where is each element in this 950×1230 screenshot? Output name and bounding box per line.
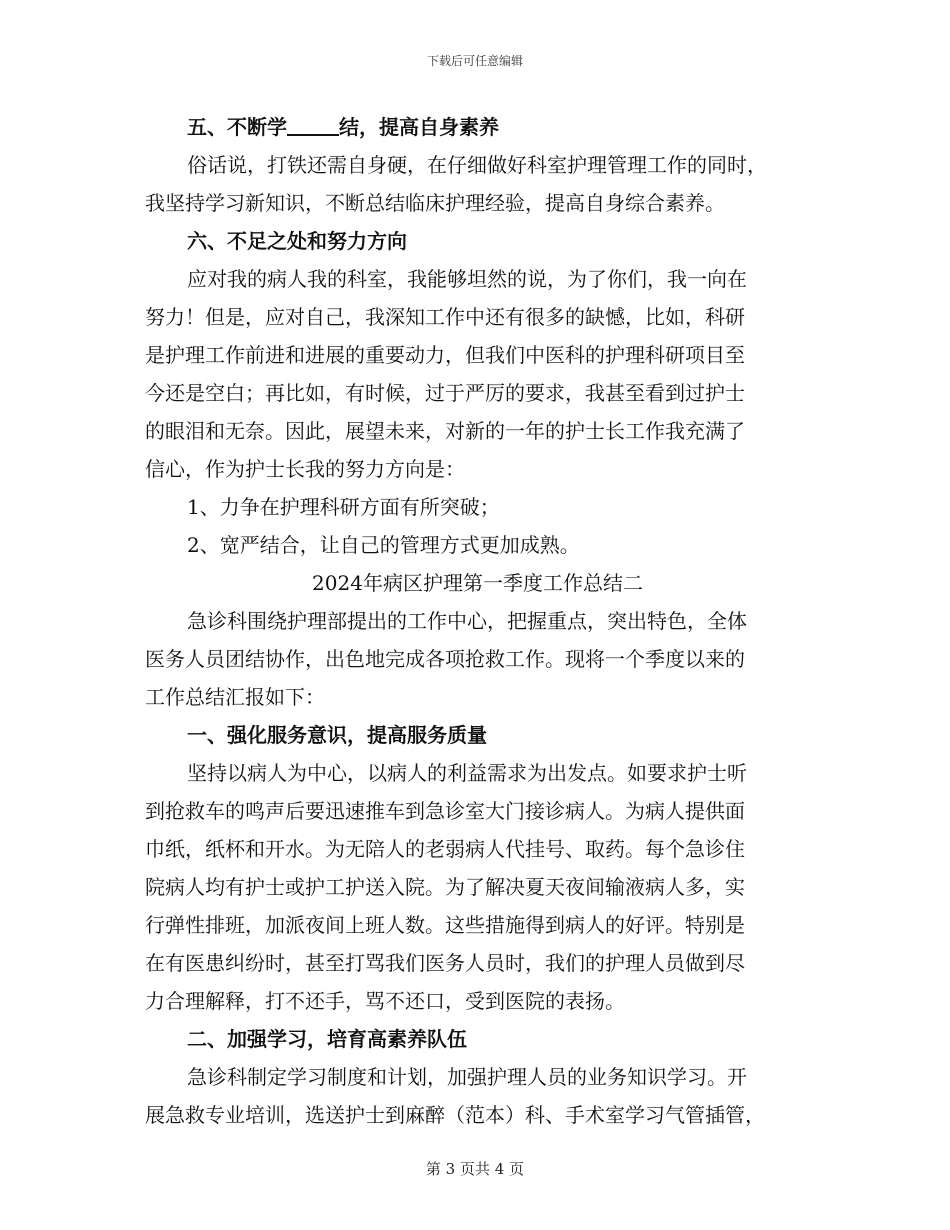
- document-body: [145, 108, 810, 1134]
- paragraph-line: 工作总结汇报如下：: [145, 685, 325, 709]
- paragraph-line: 今还是空白；再比如，有时候，过于严厉的要求，我甚至看到过护士: [145, 381, 745, 405]
- paragraph-line: 医务人员团结协作，出色地完成各项抢救工作。现将一个季度以来的: [145, 647, 745, 671]
- paragraph-line: 展急救专业培训，选送护士到麻醉（范本）科、手术室学习气管插管，: [145, 1103, 765, 1127]
- paragraph-line: 信心，作为护士长我的努力方向是：: [145, 457, 465, 481]
- section-2-title: 二、加强学习，培育高素养队伍: [187, 1027, 467, 1051]
- paragraph-line: 努力！但是，应对自己，我深知工作中还有很多的缺憾，比如，科研: [145, 305, 745, 329]
- section-5-title-part-b: 结，提高自身素养: [339, 115, 499, 139]
- section-1-title: 一、强化服务意识，提高服务质量: [187, 723, 487, 747]
- page-header: 下载后可任意编辑: [426, 54, 523, 68]
- page-footer: 第 3 页共 4 页: [425, 1160, 525, 1178]
- paragraph-line: 坚持以病人为中心，以病人的利益需求为出发点。如要求护士听: [187, 761, 747, 785]
- paragraph-line: 急诊科围绕护理部提出的工作中心，把握重点，突出特色，全体: [187, 609, 747, 633]
- paragraph-line: 的眼泪和无奈。因此，展望未来，对新的一年的护士长工作我充满了: [145, 419, 745, 443]
- paragraph-line: 是护理工作前进和进展的重要动力，但我们中医科的护理科研项目至: [145, 343, 745, 367]
- fill-in-blank: [287, 112, 339, 136]
- list-item: 1、力争在护理科研方面有所突破；: [187, 495, 500, 519]
- paragraph-line: 到抢救车的鸣声后要迅速推车到急诊室大门接诊病人。为病人提供面: [145, 799, 745, 823]
- paragraph-line: 在有医患纠纷时，甚至打骂我们医务人员时，我们的护理人员做到尽: [145, 951, 745, 975]
- paragraph-line: 俗话说，打铁还需自身硬，在仔细做好科室护理管理工作的同时，: [187, 153, 767, 177]
- section-5-title-part-a: 五、不断学: [187, 115, 287, 139]
- section-6-title: 六、不足之处和努力方向: [187, 229, 407, 253]
- paragraph-line: 院病人均有护士或护工护送入院。为了解决夏天夜间输液病人多，实: [145, 875, 745, 899]
- paragraph-line: 急诊科制定学习制度和计划，加强护理人员的业务知识学习。开: [187, 1065, 747, 1089]
- paragraph-line: 行弹性排班，加派夜间上班人数。这些措施得到病人的好评。特别是: [145, 913, 745, 937]
- paragraph-line: 巾纸，纸杯和开水。为无陪人的老弱病人代挂号、取药。每个急诊住: [145, 837, 745, 861]
- list-item: 2、宽严结合，让自己的管理方式更加成熟。: [187, 533, 580, 557]
- paragraph-line: 力合理解释，打不还手，骂不还口，受到医院的表扬。: [145, 989, 625, 1013]
- paragraph-line: 我坚持学习新知识，不断总结临床护理经验，提高自身综合素养。: [145, 191, 725, 215]
- paragraph-line: 应对我的病人我的科室，我能够坦然的说，为了你们，我一向在: [187, 267, 747, 291]
- section-5-title: [145, 108, 810, 146]
- document-2-title: 2024年病区护理第一季度工作总结二: [312, 571, 643, 595]
